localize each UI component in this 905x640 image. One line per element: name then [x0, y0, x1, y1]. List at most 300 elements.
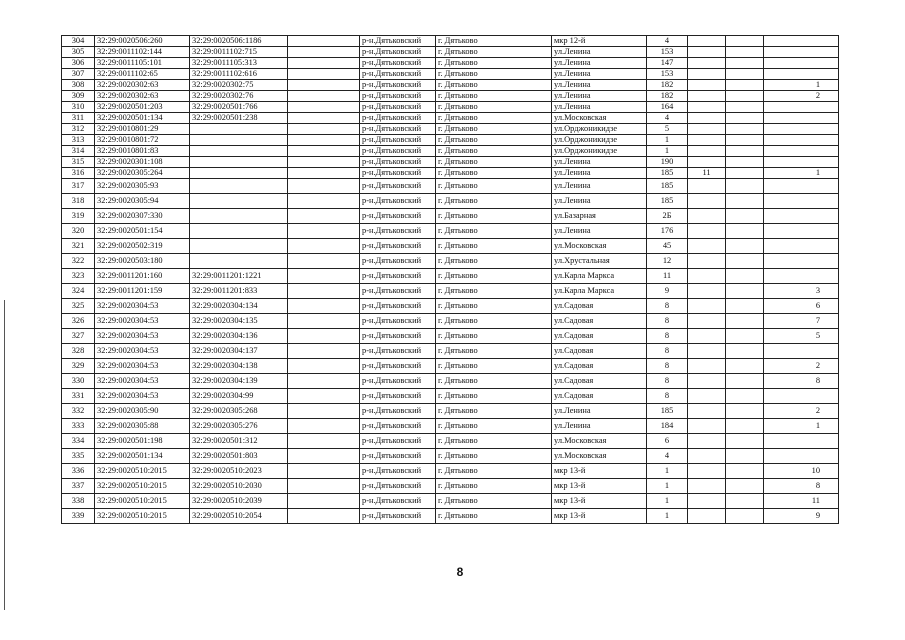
row-number-cell: 336: [62, 464, 95, 479]
property-registry-table: [61, 35, 839, 524]
table-row: [62, 299, 839, 314]
row-number-cell: 318: [62, 194, 95, 209]
table-row: [62, 404, 839, 419]
premises-cadastral-number-cell: 32:29:0020304:137: [190, 344, 288, 359]
row-number-cell: 306: [62, 58, 95, 69]
street-cell: ул.Садовая: [552, 389, 647, 404]
city-cell: г. Дятьково: [436, 449, 552, 464]
city-cell: г. Дятьково: [436, 102, 552, 113]
row-number-cell: 339: [62, 509, 95, 524]
premises-cadastral-number-cell: 32:29:0020501:312: [190, 434, 288, 449]
premises-cadastral-number-cell: 32:29:0020304:135: [190, 314, 288, 329]
empty-cell: [288, 419, 360, 434]
street-cell: ул.Садовая: [552, 329, 647, 344]
house-number-cell: 45: [647, 239, 688, 254]
cadastral-number-cell: 32:29:0010801:29: [95, 124, 190, 135]
value-cell-3: [726, 102, 764, 113]
street-cell: ул.Садовая: [552, 374, 647, 389]
value-cell-2: [688, 479, 726, 494]
empty-cell: [288, 168, 360, 179]
district-cell: р-н.Дятьковский: [360, 434, 436, 449]
table-row: [62, 419, 839, 434]
value-cell-3: [726, 157, 764, 168]
cadastral-number-cell: 32:29:0011105:101: [95, 58, 190, 69]
city-cell: г. Дятьково: [436, 224, 552, 239]
empty-cell: [288, 254, 360, 269]
empty-cell: [288, 359, 360, 374]
table-row: [62, 374, 839, 389]
house-number-cell: 185: [647, 179, 688, 194]
premises-number-cell: [764, 36, 839, 47]
cadastral-number-cell: 32:29:0020304:53: [95, 329, 190, 344]
premises-cadastral-number-cell: 32:29:0011102:715: [190, 47, 288, 58]
row-number-cell: 307: [62, 69, 95, 80]
value-cell-2: [688, 329, 726, 344]
house-number-cell: 1: [647, 479, 688, 494]
empty-cell: [288, 58, 360, 69]
row-number-cell: 313: [62, 135, 95, 146]
premises-number-cell: 11: [764, 494, 839, 509]
premises-cadastral-number-cell: 32:29:0020501:238: [190, 113, 288, 124]
value-cell-2: [688, 239, 726, 254]
cadastral-number-cell: 32:29:0020305:94: [95, 194, 190, 209]
row-number-cell: 333: [62, 419, 95, 434]
city-cell: г. Дятьково: [436, 269, 552, 284]
row-number-cell: 319: [62, 209, 95, 224]
cadastral-number-cell: 32:29:0011201:160: [95, 269, 190, 284]
row-number-cell: 328: [62, 344, 95, 359]
city-cell: г. Дятьково: [436, 404, 552, 419]
cadastral-number-cell: 32:29:0020305:88: [95, 419, 190, 434]
value-cell-2: [688, 157, 726, 168]
premises-number-cell: [764, 113, 839, 124]
district-cell: р-н.Дятьковский: [360, 80, 436, 91]
premises-number-cell: [764, 194, 839, 209]
house-number-cell: 1: [647, 146, 688, 157]
cadastral-number-cell: 32:29:0020510:2015: [95, 479, 190, 494]
value-cell-2: [688, 113, 726, 124]
row-number-cell: 331: [62, 389, 95, 404]
table-row: [62, 284, 839, 299]
street-cell: ул.Ленина: [552, 58, 647, 69]
table-row: [62, 146, 839, 157]
premises-number-cell: [764, 269, 839, 284]
house-number-cell: 185: [647, 404, 688, 419]
house-number-cell: 1: [647, 464, 688, 479]
street-cell: ул.Ленина: [552, 179, 647, 194]
cadastral-number-cell: 32:29:0010801:72: [95, 135, 190, 146]
row-number-cell: 308: [62, 80, 95, 91]
city-cell: г. Дятьково: [436, 329, 552, 344]
value-cell-3: [726, 124, 764, 135]
premises-cadastral-number-cell: [190, 124, 288, 135]
row-number-cell: 315: [62, 157, 95, 168]
value-cell-3: [726, 359, 764, 374]
district-cell: р-н.Дятьковский: [360, 36, 436, 47]
district-cell: р-н.Дятьковский: [360, 102, 436, 113]
street-cell: ул.Садовая: [552, 314, 647, 329]
empty-cell: [288, 269, 360, 284]
city-cell: г. Дятьково: [436, 91, 552, 102]
value-cell-2: [688, 135, 726, 146]
value-cell-3: [726, 494, 764, 509]
value-cell-3: [726, 168, 764, 179]
district-cell: р-н.Дятьковский: [360, 374, 436, 389]
district-cell: р-н.Дятьковский: [360, 359, 436, 374]
value-cell-2: [688, 254, 726, 269]
district-cell: р-н.Дятьковский: [360, 58, 436, 69]
row-number-cell: 330: [62, 374, 95, 389]
value-cell-3: [726, 389, 764, 404]
row-number-cell: 320: [62, 224, 95, 239]
street-cell: ул.Садовая: [552, 359, 647, 374]
row-number-cell: 334: [62, 434, 95, 449]
premises-number-cell: [764, 146, 839, 157]
empty-cell: [288, 449, 360, 464]
premises-number-cell: [764, 58, 839, 69]
table-row: [62, 91, 839, 102]
house-number-cell: 4: [647, 113, 688, 124]
table-row: [62, 344, 839, 359]
table-row: [62, 239, 839, 254]
premises-cadastral-number-cell: 32:29:0011102:616: [190, 69, 288, 80]
row-number-cell: 304: [62, 36, 95, 47]
house-number-cell: 164: [647, 102, 688, 113]
cadastral-number-cell: 32:29:0011102:144: [95, 47, 190, 58]
district-cell: р-н.Дятьковский: [360, 389, 436, 404]
value-cell-3: [726, 299, 764, 314]
street-cell: ул.Ленина: [552, 157, 647, 168]
district-cell: р-н.Дятьковский: [360, 254, 436, 269]
row-number-cell: 338: [62, 494, 95, 509]
house-number-cell: 8: [647, 344, 688, 359]
street-cell: ул.Орджоникидзе: [552, 146, 647, 157]
empty-cell: [288, 194, 360, 209]
district-cell: р-н.Дятьковский: [360, 124, 436, 135]
cadastral-number-cell: 32:29:0020501:198: [95, 434, 190, 449]
premises-number-cell: [764, 47, 839, 58]
premises-number-cell: 3: [764, 284, 839, 299]
empty-cell: [288, 509, 360, 524]
value-cell-3: [726, 146, 764, 157]
premises-cadastral-number-cell: 32:29:0020304:136: [190, 329, 288, 344]
value-cell-2: [688, 434, 726, 449]
value-cell-3: [726, 179, 764, 194]
street-cell: ул.Базарная: [552, 209, 647, 224]
street-cell: ул.Московская: [552, 449, 647, 464]
cadastral-number-cell: 32:29:0020506:260: [95, 36, 190, 47]
row-number-cell: 305: [62, 47, 95, 58]
value-cell-2: [688, 47, 726, 58]
cadastral-number-cell: 32:29:0020501:203: [95, 102, 190, 113]
street-cell: ул.Ленина: [552, 47, 647, 58]
premises-number-cell: 1: [764, 168, 839, 179]
empty-cell: [288, 404, 360, 419]
value-cell-3: [726, 314, 764, 329]
house-number-cell: 182: [647, 80, 688, 91]
empty-cell: [288, 146, 360, 157]
house-number-cell: 176: [647, 224, 688, 239]
street-cell: ул.Московская: [552, 239, 647, 254]
value-cell-3: [726, 69, 764, 80]
city-cell: г. Дятьково: [436, 254, 552, 269]
value-cell-3: [726, 479, 764, 494]
premises-cadastral-number-cell: 32:29:0020510:2030: [190, 479, 288, 494]
district-cell: р-н.Дятьковский: [360, 135, 436, 146]
district-cell: р-н.Дятьковский: [360, 168, 436, 179]
value-cell-2: [688, 299, 726, 314]
district-cell: р-н.Дятьковский: [360, 314, 436, 329]
table-row: [62, 47, 839, 58]
empty-cell: [288, 374, 360, 389]
house-number-cell: 8: [647, 299, 688, 314]
empty-cell: [288, 124, 360, 135]
empty-cell: [288, 299, 360, 314]
city-cell: г. Дятьково: [436, 36, 552, 47]
cadastral-number-cell: 32:29:0020302:63: [95, 80, 190, 91]
value-cell-3: [726, 135, 764, 146]
cadastral-number-cell: 32:29:0011102:65: [95, 69, 190, 80]
city-cell: г. Дятьково: [436, 135, 552, 146]
value-cell-2: [688, 146, 726, 157]
value-cell-2: [688, 389, 726, 404]
value-cell-3: [726, 194, 764, 209]
district-cell: р-н.Дятьковский: [360, 299, 436, 314]
house-number-cell: 147: [647, 58, 688, 69]
value-cell-2: [688, 284, 726, 299]
value-cell-2: [688, 269, 726, 284]
city-cell: г. Дятьково: [436, 419, 552, 434]
cadastral-number-cell: 32:29:0020502:319: [95, 239, 190, 254]
premises-cadastral-number-cell: 32:29:0020510:2039: [190, 494, 288, 509]
house-number-cell: 1: [647, 494, 688, 509]
premises-number-cell: 8: [764, 374, 839, 389]
street-cell: ул.Ленина: [552, 91, 647, 102]
street-cell: ул.Ленина: [552, 419, 647, 434]
row-number-cell: 311: [62, 113, 95, 124]
value-cell-3: [726, 269, 764, 284]
empty-cell: [288, 239, 360, 254]
street-cell: ул.Ленина: [552, 404, 647, 419]
city-cell: г. Дятьково: [436, 284, 552, 299]
table-row: [62, 389, 839, 404]
city-cell: г. Дятьково: [436, 168, 552, 179]
city-cell: г. Дятьково: [436, 344, 552, 359]
row-number-cell: 312: [62, 124, 95, 135]
city-cell: г. Дятьково: [436, 314, 552, 329]
table-row: [62, 224, 839, 239]
empty-cell: [288, 113, 360, 124]
premises-cadastral-number-cell: [190, 194, 288, 209]
value-cell-3: [726, 239, 764, 254]
value-cell-3: [726, 464, 764, 479]
city-cell: г. Дятьково: [436, 58, 552, 69]
empty-cell: [288, 47, 360, 58]
premises-cadastral-number-cell: 32:29:0020304:138: [190, 359, 288, 374]
row-number-cell: 329: [62, 359, 95, 374]
premises-cadastral-number-cell: 32:29:0020304:99: [190, 389, 288, 404]
table-row: [62, 113, 839, 124]
row-number-cell: 317: [62, 179, 95, 194]
city-cell: г. Дятьково: [436, 359, 552, 374]
value-cell-3: [726, 284, 764, 299]
house-number-cell: 1: [647, 509, 688, 524]
value-cell-3: [726, 209, 764, 224]
house-number-cell: 185: [647, 168, 688, 179]
table-row: [62, 464, 839, 479]
cadastral-number-cell: 32:29:0020305:93: [95, 179, 190, 194]
city-cell: г. Дятьково: [436, 299, 552, 314]
premises-cadastral-number-cell: [190, 146, 288, 157]
district-cell: р-н.Дятьковский: [360, 146, 436, 157]
premises-number-cell: 7: [764, 314, 839, 329]
premises-cadastral-number-cell: 32:29:0020501:803: [190, 449, 288, 464]
street-cell: ул.Карла Маркса: [552, 269, 647, 284]
premises-number-cell: 2: [764, 91, 839, 102]
street-cell: ул.Ленина: [552, 168, 647, 179]
cadastral-number-cell: 32:29:0020501:154: [95, 224, 190, 239]
street-cell: ул.Садовая: [552, 299, 647, 314]
value-cell-3: [726, 404, 764, 419]
cadastral-number-cell: 32:29:0020302:63: [95, 91, 190, 102]
value-cell-2: [688, 464, 726, 479]
premises-number-cell: [764, 344, 839, 359]
premises-cadastral-number-cell: 32:29:0011201:1221: [190, 269, 288, 284]
street-cell: мкр 13-й: [552, 509, 647, 524]
house-number-cell: 184: [647, 419, 688, 434]
table-row: [62, 434, 839, 449]
cadastral-number-cell: 32:29:0020501:134: [95, 113, 190, 124]
district-cell: р-н.Дятьковский: [360, 344, 436, 359]
value-cell-3: [726, 113, 764, 124]
table-row: [62, 179, 839, 194]
table-row: [62, 124, 839, 135]
value-cell-3: [726, 47, 764, 58]
premises-cadastral-number-cell: 32:29:0011105:313: [190, 58, 288, 69]
city-cell: г. Дятьково: [436, 157, 552, 168]
row-number-cell: 325: [62, 299, 95, 314]
street-cell: ул.Карла Маркса: [552, 284, 647, 299]
district-cell: р-н.Дятьковский: [360, 509, 436, 524]
value-cell-3: [726, 434, 764, 449]
cadastral-number-cell: 32:29:0020510:2015: [95, 464, 190, 479]
value-cell-2: [688, 509, 726, 524]
value-cell-2: [688, 404, 726, 419]
value-cell-3: [726, 254, 764, 269]
premises-cadastral-number-cell: [190, 254, 288, 269]
house-number-cell: 190: [647, 157, 688, 168]
cadastral-number-cell: 32:29:0020307:330: [95, 209, 190, 224]
value-cell-2: [688, 449, 726, 464]
premises-number-cell: 2: [764, 359, 839, 374]
city-cell: г. Дятьково: [436, 389, 552, 404]
premises-number-cell: [764, 124, 839, 135]
table-row: [62, 449, 839, 464]
house-number-cell: 153: [647, 47, 688, 58]
value-cell-2: [688, 209, 726, 224]
empty-cell: [288, 209, 360, 224]
cadastral-number-cell: 32:29:0010801:83: [95, 146, 190, 157]
table-row: [62, 69, 839, 80]
premises-cadastral-number-cell: [190, 135, 288, 146]
cadastral-number-cell: 32:29:0020304:53: [95, 389, 190, 404]
cadastral-number-cell: 32:29:0020304:53: [95, 374, 190, 389]
city-cell: г. Дятьково: [436, 47, 552, 58]
row-number-cell: 322: [62, 254, 95, 269]
city-cell: г. Дятьково: [436, 113, 552, 124]
value-cell-2: 11: [688, 168, 726, 179]
premises-cadastral-number-cell: [190, 239, 288, 254]
premises-cadastral-number-cell: 32:29:0020304:139: [190, 374, 288, 389]
house-number-cell: 9: [647, 284, 688, 299]
table-row: [62, 194, 839, 209]
table-row: [62, 135, 839, 146]
page-number: 8: [456, 565, 464, 579]
city-cell: г. Дятьково: [436, 124, 552, 135]
value-cell-3: [726, 344, 764, 359]
row-number-cell: 310: [62, 102, 95, 113]
premises-cadastral-number-cell: 32:29:0020305:268: [190, 404, 288, 419]
premises-number-cell: [764, 102, 839, 113]
city-cell: г. Дятьково: [436, 479, 552, 494]
empty-cell: [288, 434, 360, 449]
table-row: [62, 269, 839, 284]
row-number-cell: 324: [62, 284, 95, 299]
premises-cadastral-number-cell: 32:29:0020501:766: [190, 102, 288, 113]
street-cell: мкр 13-й: [552, 479, 647, 494]
premises-number-cell: 6: [764, 299, 839, 314]
city-cell: г. Дятьково: [436, 434, 552, 449]
city-cell: г. Дятьково: [436, 194, 552, 209]
house-number-cell: 6: [647, 434, 688, 449]
house-number-cell: 4: [647, 449, 688, 464]
district-cell: р-н.Дятьковский: [360, 239, 436, 254]
city-cell: г. Дятьково: [436, 69, 552, 80]
table-row: [62, 254, 839, 269]
district-cell: р-н.Дятьковский: [360, 69, 436, 80]
table-row: [62, 36, 839, 47]
row-number-cell: 337: [62, 479, 95, 494]
district-cell: р-н.Дятьковский: [360, 479, 436, 494]
district-cell: р-н.Дятьковский: [360, 464, 436, 479]
premises-number-cell: 8: [764, 479, 839, 494]
street-cell: ул.Ленина: [552, 80, 647, 91]
table-row: [62, 479, 839, 494]
house-number-cell: 12: [647, 254, 688, 269]
table-row: [62, 359, 839, 374]
page-edge-line: [4, 300, 5, 610]
premises-cadastral-number-cell: [190, 179, 288, 194]
value-cell-2: [688, 374, 726, 389]
street-cell: ул.Орджоникидзе: [552, 124, 647, 135]
empty-cell: [288, 329, 360, 344]
value-cell-2: [688, 69, 726, 80]
cadastral-number-cell: 32:29:0011201:159: [95, 284, 190, 299]
value-cell-2: [688, 224, 726, 239]
empty-cell: [288, 464, 360, 479]
cadastral-number-cell: 32:29:0020501:134: [95, 449, 190, 464]
table-row: [62, 80, 839, 91]
table-row: [62, 509, 839, 524]
district-cell: р-н.Дятьковский: [360, 224, 436, 239]
cadastral-number-cell: 32:29:0020503:180: [95, 254, 190, 269]
premises-cadastral-number-cell: 32:29:0020510:2054: [190, 509, 288, 524]
district-cell: р-н.Дятьковский: [360, 47, 436, 58]
city-cell: г. Дятьково: [436, 209, 552, 224]
cadastral-number-cell: 32:29:0020510:2015: [95, 509, 190, 524]
cadastral-number-cell: 32:29:0020510:2015: [95, 494, 190, 509]
street-cell: ул.Московская: [552, 113, 647, 124]
